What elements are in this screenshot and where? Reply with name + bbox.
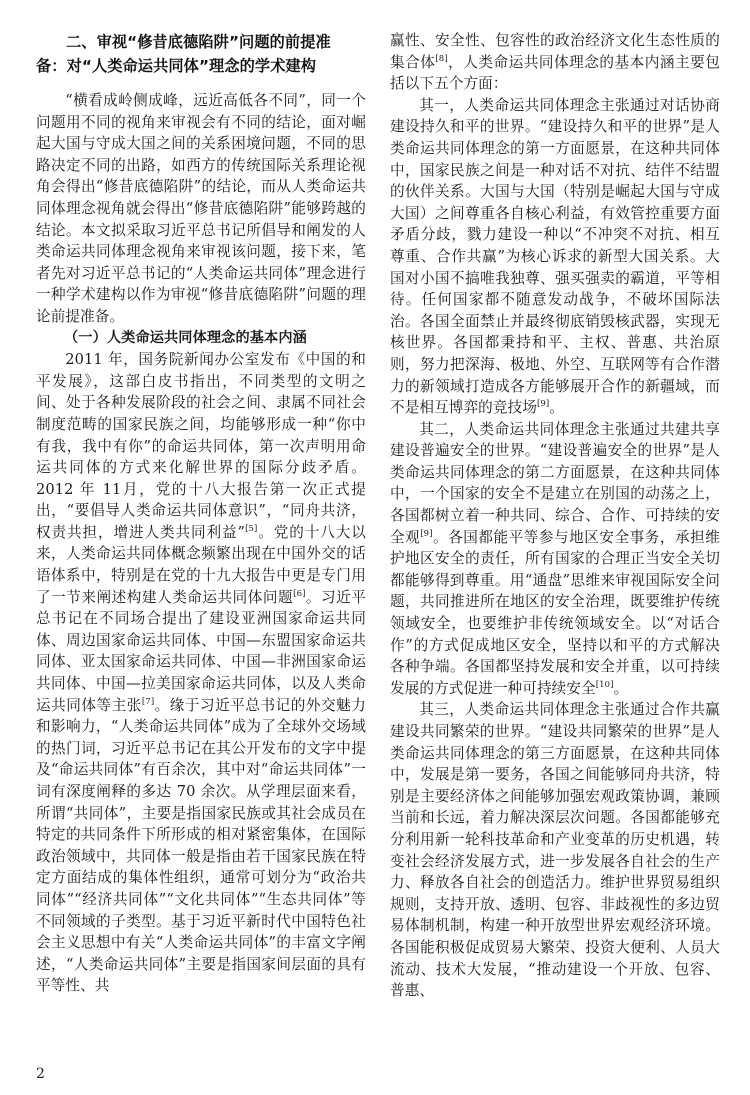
paragraph-text: 其二，人类命运共同体理念主张通过共建共享建设普遍安全的世界。“建设普遍安全的世界”是人类命运共同体理念的第二方面愿景，在这种共同体中，一个国家的安全不是建立在别国的动荡之上，各国都树立着一种共同、综合、合作、可持续的安全观 bbox=[390, 420, 720, 546]
footnote-ref[interactable]: [10] bbox=[595, 679, 614, 690]
right-column bbox=[390, 30, 720, 1070]
paragraph-peace bbox=[390, 95, 720, 419]
paragraph-text: 赢性、安全性、包容性的政治经济文化生态性质的集合体 bbox=[390, 32, 720, 71]
footnote-ref[interactable]: [7] bbox=[141, 696, 155, 707]
subsection-title: （一）人类命运共同体理念的基本内涵 bbox=[64, 329, 307, 346]
page-number: 2 bbox=[36, 1066, 45, 1082]
footnote-ref[interactable]: [9] bbox=[536, 399, 550, 410]
continued-paragraph bbox=[390, 30, 720, 95]
paragraph-security bbox=[390, 419, 720, 700]
section-title bbox=[36, 30, 366, 78]
paragraph-text: 。 bbox=[613, 679, 629, 697]
footnote-ref[interactable]: [8] bbox=[435, 53, 448, 64]
paragraph-text: 2011 年，国务院新闻办公室发布《中国的和平发展》，这部白皮书指出，不同类型的文明之间、处于各种发展阶段的社会之间、隶属不同社会制度范畴的国家民族之间，均能够形成一种“你中有我，我中有你”的命运共同体，第一次声明用命运共同体的方式来化解世界的国际分歧矛盾。2012 年 11月，党的十八大报告第一次正式提出，“要倡导人类命运共同体意识”，“同舟共济，权责共担，增进人类共同利益” bbox=[36, 351, 366, 541]
paragraph-text: 。 bbox=[549, 399, 564, 417]
footnote-ref[interactable]: [5] bbox=[245, 524, 258, 535]
intro-paragraph: “横看成岭侧成峰，远近高低各不同”，同一个问题用不同的视角来审视会有不同的结论，面对崛起大国与守成大国之间的关系困境问题，不同的思路决定不同的出路，如西方的传统国际关系理论视角会得出“修昔底德陷阱”的结论，而从人类命运共同体理念视角就会得出“修昔底德陷阱”能够跨越的结论。本文拟采取习近平总书记所倡导和阐发的人类命运共同体理念视角来审视该问题，接下来，笔者先对习近平总书记的“人类命运共同体”理念进行一种学术建构以作为审视“修昔底德陷阱”问题的理论前提准备。 bbox=[36, 92, 366, 325]
paragraph-text: 。各国都能平等参与地区安全事务，承担维护地区安全的责任，所有国家的合理正当安全关切都能够得到尊重。用“通盘”思维来审视国际安全问题，共同推进所在地区的安全治理，既要维护传统领域安全，也要维护非传统领域安全。以“对话合作”的方式促成地区安全，坚持以和平的方式解决各种争端。各国都坚持发展和安全并重，以可持续发展的方式促进一种可持续安全 bbox=[390, 528, 720, 697]
footnote-ref[interactable]: [6] bbox=[293, 588, 306, 599]
section-title-line-1: 二、审视“修昔底德陷阱”问题的前提准 bbox=[66, 33, 331, 51]
paragraph-text: 其一，人类命运共同体理念主张通过对话协商建设持久和平的世界。“建设持久和平的世界”是人类命运共同体理念的第一方面愿景，在这种共同体中，国家民族之间是一种对话不对抗、结伴不结盟的伙伴关系。大国与大国（特别是崛起大国与守成大国）之间尊重各自核心利益，有效管控重要方面矛盾分歧，戮力建设一种以“不冲突不对抗、相互尊重、合作共赢”为核心诉求的新型大国关系。大国对小国不搞唯我独尊、强买强卖的霸道，平等相待。任何国家都不随意发动战争，不破坏国际法治。各国全面禁止并最终彻底销毁核武器，实现无核世界。各国都秉持和平、主权、普惠、共治原则，努力把深海、极地、外空、互联网等有合作潜力的新领域打造成各方能够展开合作的新疆域，而不是相互博弈的竞技场 bbox=[390, 96, 720, 417]
paragraph-text: 。缘于习近平总书记的外交魅力和影响力，“人类命运共同体”成为了全球外交场域的热门词，习近平总书记在其公开发布的文字中提及“命运共同体”有百余次，其中对“命运共同体”一词有深度阐释的多达 70 余次。从学理层面来看，所谓“共同体”，主要是指国家民族或其社会成员在特定的共同条件下所形成的相对紧密集体，在国际政治领域中，共同体一般是指由若干国家民族在特定方面结成的集体性组织，通常可划分为“政治共同体”“经济共同体”“文化共同体”“生态共同体”等不同领域的子类型。基于习近平新时代中国特色社会主义思想中有关“人类命运共同体”的丰富文字阐述，“人类命运共同体”主要是指国家间层面的具有平等性、共 bbox=[36, 696, 366, 995]
footnote-ref[interactable]: [9] bbox=[420, 528, 433, 539]
paragraph-prosperity: 其三，人类命运共同体理念主张通过合作共赢建设共同繁荣的世界。“建设共同繁荣的世界”是人类命运共同体理念的第三方面愿景，在这种共同体中，发展是第一要务，各国之间能够同舟共济，特别是主要经济体之间能够加强宏观政策协调，兼顾当前和长远，着力解决深层次问题。各国都能够充分利用新一轮科技革命和产业变革的历史机遇，转变社会经济发展方式，进一步发展各自社会的生产力、释放各自社会的创造活力。维护世界贸易组织规则，支持开放、透明、包容、非歧视性的多边贸易体制机制，构建一种开放型世界宏观经济环境。各国能积极促成贸易大繁荣、投资大便利、人员大流动、技术大发展，“推动建设一个开放、包容、普惠、 bbox=[390, 701, 720, 1000]
section-title-line-2: 备：对“人类命运共同体”理念的学术建构 bbox=[36, 57, 317, 75]
paragraph-text: 。党的十八大以来，人类命运共同体概念频繁出现在中国外交的话语体系中，特别是在党的十九大报告中更是专门用了一节来阐述构建人类命运共同体问题 bbox=[36, 523, 366, 606]
paragraph-text: 。习近平总书记在不同场合提出了建设亚洲国家命运共同体、周边国家命运共同体、中国—东盟国家命运共同体、亚太国家命运共同体、中国—非洲国家命运共同体、中国—拉美国家命运共同体，以及人类命运共同体等主张 bbox=[36, 588, 366, 714]
paragraph-white-paper bbox=[36, 349, 366, 997]
paragraph-text: ，人类命运共同体理念的基本内涵主要包括以下五个方面： bbox=[390, 53, 720, 93]
left-column bbox=[36, 30, 366, 1070]
